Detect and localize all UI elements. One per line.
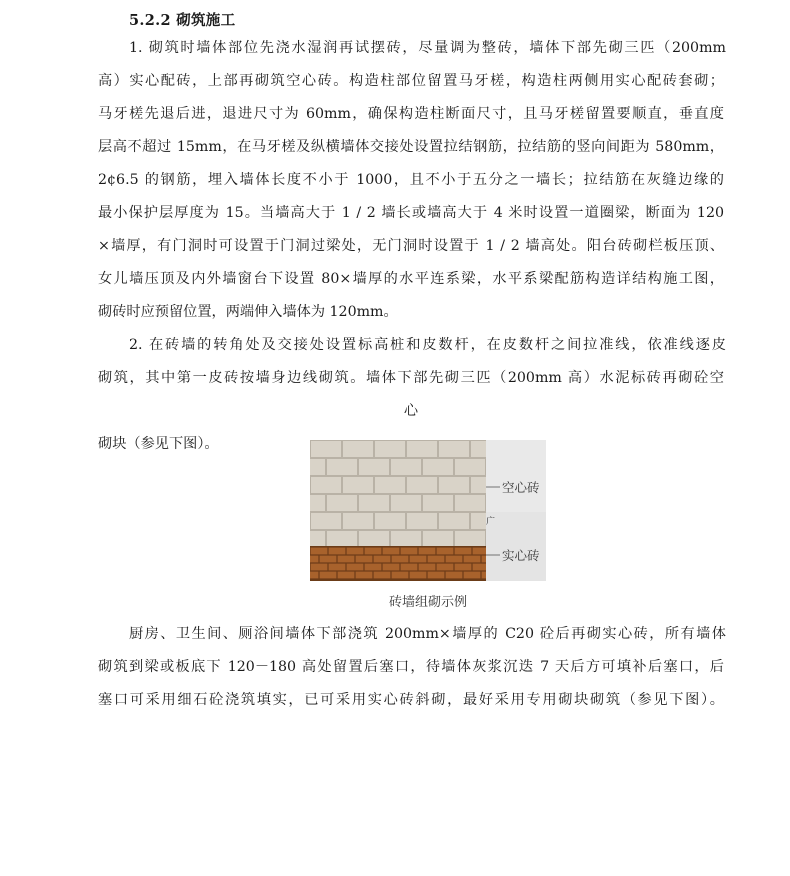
hollow-block — [391, 459, 421, 475]
solid-brick — [356, 556, 373, 563]
hollow-block — [327, 495, 357, 511]
solid-brick — [310, 572, 318, 579]
solid-brick — [338, 572, 355, 579]
text-line: 砌块（参见下图）。 — [98, 436, 219, 452]
hollow-block — [343, 477, 373, 493]
section-heading: 5.2.2 砌筑施工 — [129, 12, 236, 29]
hollow-block — [423, 495, 453, 511]
text-line: 1. 砌筑时墙体部位先浇水湿润再试摆砖，尽量调为整砖，墙体下部先砌三匹（200mm — [129, 40, 726, 56]
solid-brick — [410, 572, 427, 579]
label-hollow-brick: 空心砖 — [502, 480, 540, 495]
solid-brick — [473, 548, 486, 555]
solid-brick — [482, 572, 486, 579]
solid-brick — [329, 564, 346, 571]
hollow-block — [375, 477, 405, 493]
hollow-block — [359, 495, 389, 511]
label-small-mark: 广 — [486, 517, 496, 527]
text-line: 厨房、卫生间、厕浴间墙体下部浇筑 200mm×墙厚的 C20 砼后再砌实心砖，所有墙体 — [129, 626, 726, 642]
solid-brick — [392, 556, 409, 563]
text-line: 心 — [403, 403, 419, 419]
hollow-block — [327, 459, 357, 475]
solid-brick — [392, 572, 409, 579]
solid-brick — [482, 556, 486, 563]
hollow-block — [407, 513, 437, 529]
hollow-block — [343, 441, 373, 457]
solid-brick — [473, 564, 486, 571]
text-line: 最小保护层厚度为 15。当墙高大于 1 / 2 墙长或墙高大于 4 米时设置一道圈梁，断面为 120 — [98, 205, 724, 221]
solid-brick — [347, 548, 364, 555]
solid-brick — [410, 556, 427, 563]
hollow-block — [310, 459, 325, 475]
solid-brick — [374, 556, 391, 563]
hollow-block — [471, 513, 486, 529]
solid-brick — [464, 556, 481, 563]
figure-caption: 砖墙组砌示例 — [388, 595, 467, 610]
solid-brick — [338, 556, 355, 563]
solid-brick — [320, 572, 337, 579]
solid-brick — [464, 572, 481, 579]
brick-wall-figure — [310, 440, 546, 581]
solid-brick — [356, 572, 373, 579]
hollow-block — [439, 477, 469, 493]
solid-brick — [419, 548, 436, 555]
solid-brick — [310, 556, 318, 563]
text-line: 2¢6.5 的钢筋，埋入墙体长度不小于 1000，且不小于五分之一墙长；拉结筋在灰缝边缘的 — [98, 172, 724, 188]
hollow-block — [311, 441, 341, 457]
text-line: 砌砖时应预留位置，两端伸入墙体为 120mm。 — [98, 304, 398, 320]
hollow-block — [423, 459, 453, 475]
text-line: 马牙槎先退后进，退进尺寸为 60mm，确保构造柱断面尺寸，且马牙槎留置要顺直，垂直度 — [98, 106, 724, 122]
solid-brick — [329, 548, 346, 555]
hollow-block — [311, 477, 341, 493]
solid-brick — [365, 564, 382, 571]
hollow-block — [359, 459, 389, 475]
hollow-block — [455, 495, 485, 511]
hollow-block — [327, 531, 357, 547]
solid-brick — [428, 572, 445, 579]
solid-brick — [437, 548, 454, 555]
solid-brick — [455, 564, 472, 571]
solid-brick — [311, 548, 328, 555]
text-line: 塞口可采用细石砼浇筑填实，已可采用实心砖斜砌，最好采用专用砌块砌筑（参见下图）。 — [98, 692, 724, 708]
text-line: 砌筑，其中第一皮砖按墙身边线砌筑。墙体下部先砌三匹（200mm 高）水泥标砖再砌砼空 — [98, 370, 724, 386]
solid-brick — [374, 572, 391, 579]
hollow-block — [311, 513, 341, 529]
text-line: 2. 在砖墙的转角处及交接处设置标高桩和皮数杆，在皮数杆之间拉准线，依准线逐皮 — [129, 337, 726, 353]
hollow-block — [359, 531, 389, 547]
hollow-block — [310, 531, 325, 547]
text-line: 高）实心配砖，上部再砌筑空心砖。构造柱部位留置马牙槎，构造柱两侧用实心配砖套砌； — [98, 73, 724, 89]
hollow-block — [391, 495, 421, 511]
hollow-block — [439, 513, 469, 529]
hollow-block — [471, 477, 486, 493]
solid-brick — [311, 564, 328, 571]
solid-brick — [401, 548, 418, 555]
hollow-block — [455, 531, 485, 547]
hollow-block — [391, 531, 421, 547]
hollow-block — [439, 441, 469, 457]
solid-brick — [401, 564, 418, 571]
hollow-block — [471, 441, 486, 457]
hollow-block — [455, 459, 485, 475]
solid-brick — [437, 564, 454, 571]
hollow-block — [343, 513, 373, 529]
text-line: 女儿墙压顶及内外墙窗台下设置 80×墙厚的水平连系梁，水平系梁配筋构造详结构施工图， — [98, 271, 724, 287]
solid-brick — [365, 548, 382, 555]
solid-brick — [383, 548, 400, 555]
text-line: 层高不超过 15mm，在马牙槎及纵横墙体交接处设置拉结钢筋，拉结筋的竖向间距为 580mm， — [98, 139, 724, 155]
hollow-block — [310, 495, 325, 511]
solid-brick — [347, 564, 364, 571]
solid-brick — [320, 556, 337, 563]
solid-brick — [419, 564, 436, 571]
label-solid-brick: 实心砖 — [502, 548, 540, 563]
solid-brick — [428, 556, 445, 563]
hollow-block — [375, 513, 405, 529]
text-line: 砌筑到梁或板底下 120－180 高处留置后塞口，待墙体灰浆沉迭 7 天后方可填补后塞口，后 — [98, 659, 724, 675]
hollow-block — [407, 477, 437, 493]
solid-brick — [383, 564, 400, 571]
hollow-block — [375, 441, 405, 457]
solid-brick — [446, 556, 463, 563]
text-line: ×墙厚，有门洞时可设置于门洞过梁处，无门洞时设置于 1 / 2 墙高处。阳台砖砌栏板压顶、 — [98, 238, 724, 254]
hollow-block — [407, 441, 437, 457]
solid-brick — [446, 572, 463, 579]
solid-brick — [455, 548, 472, 555]
hollow-block — [423, 531, 453, 547]
